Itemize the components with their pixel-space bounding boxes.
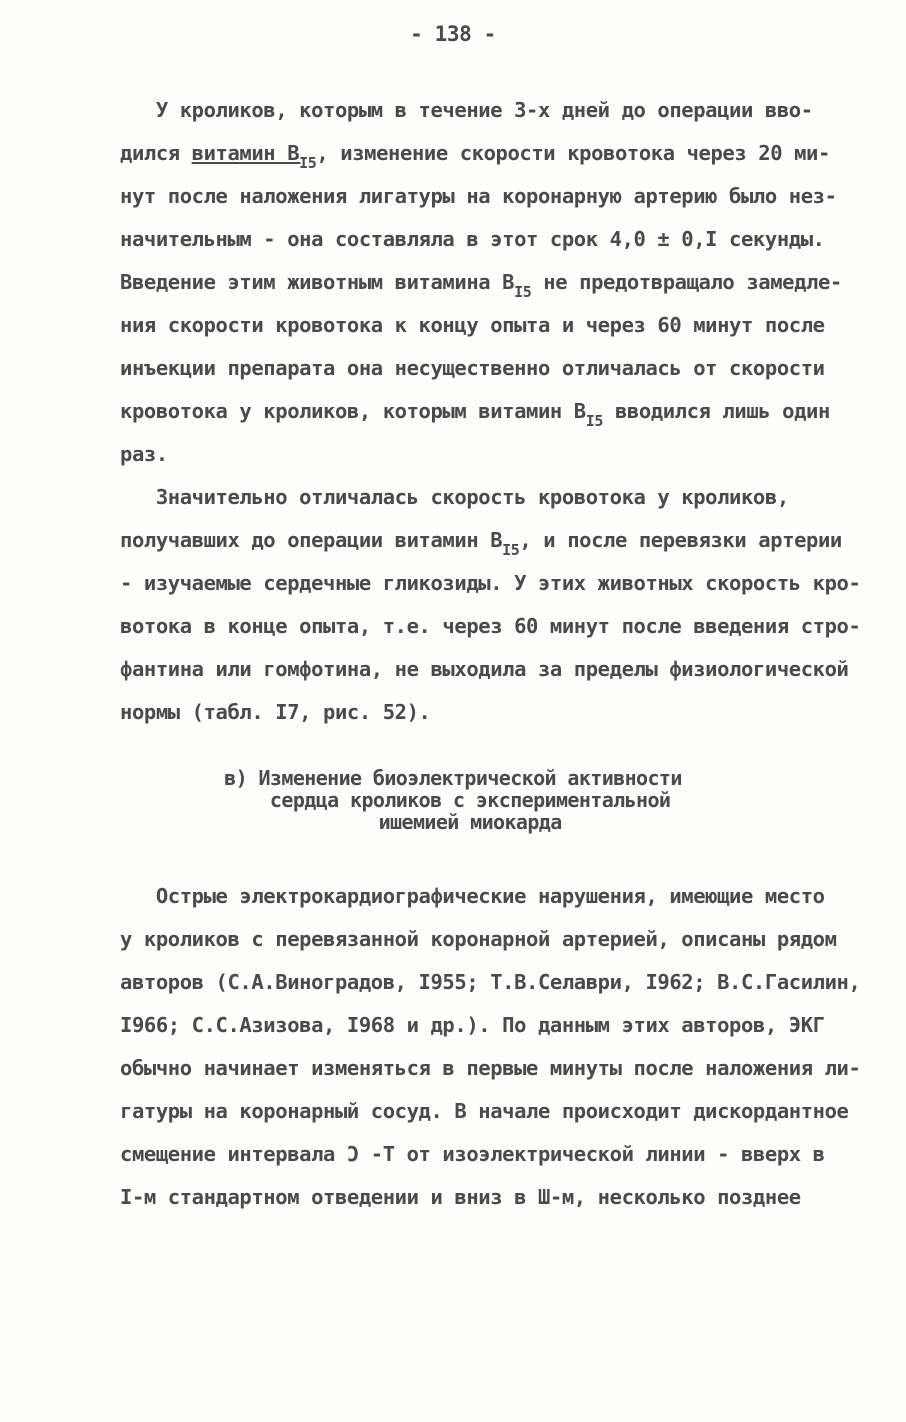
paragraph-3-line-6: гатуры на коронарный сосуд. В начале происходит дискордантное <box>120 1099 849 1123</box>
paragraph-3-line-4: I966; С.С.Азизова, I968 и др.). По данным этих авторов, ЭКГ <box>120 1013 825 1037</box>
paragraph-2-line-3: - изучаемые сердечные гликозиды. У этих животных скорость кро- <box>120 571 861 595</box>
text-run: не предотвращало замедле- <box>531 270 842 294</box>
text-run: Введение этим животным витамина В <box>120 270 515 294</box>
paragraph-1-line-8 <box>120 396 830 430</box>
paragraph-1-line-3: нут после наложения лигатуры на коронарную артерию было нез- <box>120 184 837 208</box>
text-run: вводился лишь один <box>603 399 830 423</box>
paragraph-2-line-1: Значительно отличалась скорость кровотока у кроликов, <box>120 485 789 509</box>
paragraph-2-line-2 <box>120 525 842 559</box>
paragraph-1-line-5 <box>120 267 842 301</box>
subscript: I5 <box>585 412 604 430</box>
text-run: , изменение скорости кровотока через 20 ми- <box>316 141 830 165</box>
text-run: витамин В <box>191 141 300 165</box>
section-heading-line-1: в) Изменение биоэлектрической активности <box>224 766 682 790</box>
paragraph-1-line-1: У кроликов, которым в течение 3-х дней до операции вво- <box>120 98 813 122</box>
text-run: , и после перевязки артерии <box>519 528 842 552</box>
section-heading-line-3: ишемией миокарда <box>344 810 562 834</box>
paragraph-1-line-2 <box>120 138 830 172</box>
paragraph-2-line-5: фантина или гомфотина, не выходила за пределы физиологической <box>120 657 849 681</box>
subscript: I5 <box>299 154 317 172</box>
paragraph-3-line-5: обычно начинает изменяться в первые минуты после наложения ли- <box>120 1056 861 1080</box>
paragraph-3-line-7: смещение интервала Ͻ -Т от изоэлектрической линии - вверх в <box>120 1142 825 1166</box>
paragraph-2-line-6: нормы (табл. I7, рис. 52). <box>120 700 431 724</box>
page-number: - 138 - <box>410 22 496 46</box>
paragraph-2-line-4: вотока в конце опыта, т.е. через 60 минут после введения стро- <box>120 614 861 638</box>
section-heading-line-2: сердца кроликов с экспериментальной <box>235 788 671 812</box>
text-run: дился <box>120 141 192 165</box>
paragraph-3-line-2: у кроликов с перевязанной коронарной артерией, описаны рядом <box>120 927 837 951</box>
subscript: I5 <box>514 283 532 301</box>
paragraph-3-line-1: Острые электрокардиографические нарушения, имеющие место <box>120 884 825 908</box>
paragraph-1-line-4: начительным - она составляла в этот срок 4,0 ± 0,I секунды. <box>120 227 825 251</box>
paragraph-3-line-3: авторов (С.А.Виноградов, I955; Т.В.Селаври, I962; В.С.Гасилин, <box>120 970 861 994</box>
subscript: I5 <box>502 541 520 559</box>
text-run: кровотока у кроликов, которым витамин В <box>120 399 586 423</box>
paragraph-1-line-6: ния скорости кровотока к концу опыта и через 60 минут после <box>120 313 825 337</box>
paragraph-3-line-8: I-м стандартном отведении и вниз в Ш-м, несколько позднее <box>120 1185 801 1209</box>
underlined-text <box>191 141 317 172</box>
text-run: получавших до операции витамин В <box>120 528 503 552</box>
paragraph-1-line-7: инъекции препарата она несущественно отличалась от скорости <box>120 356 825 380</box>
paragraph-1-line-9: раз. <box>120 442 168 466</box>
